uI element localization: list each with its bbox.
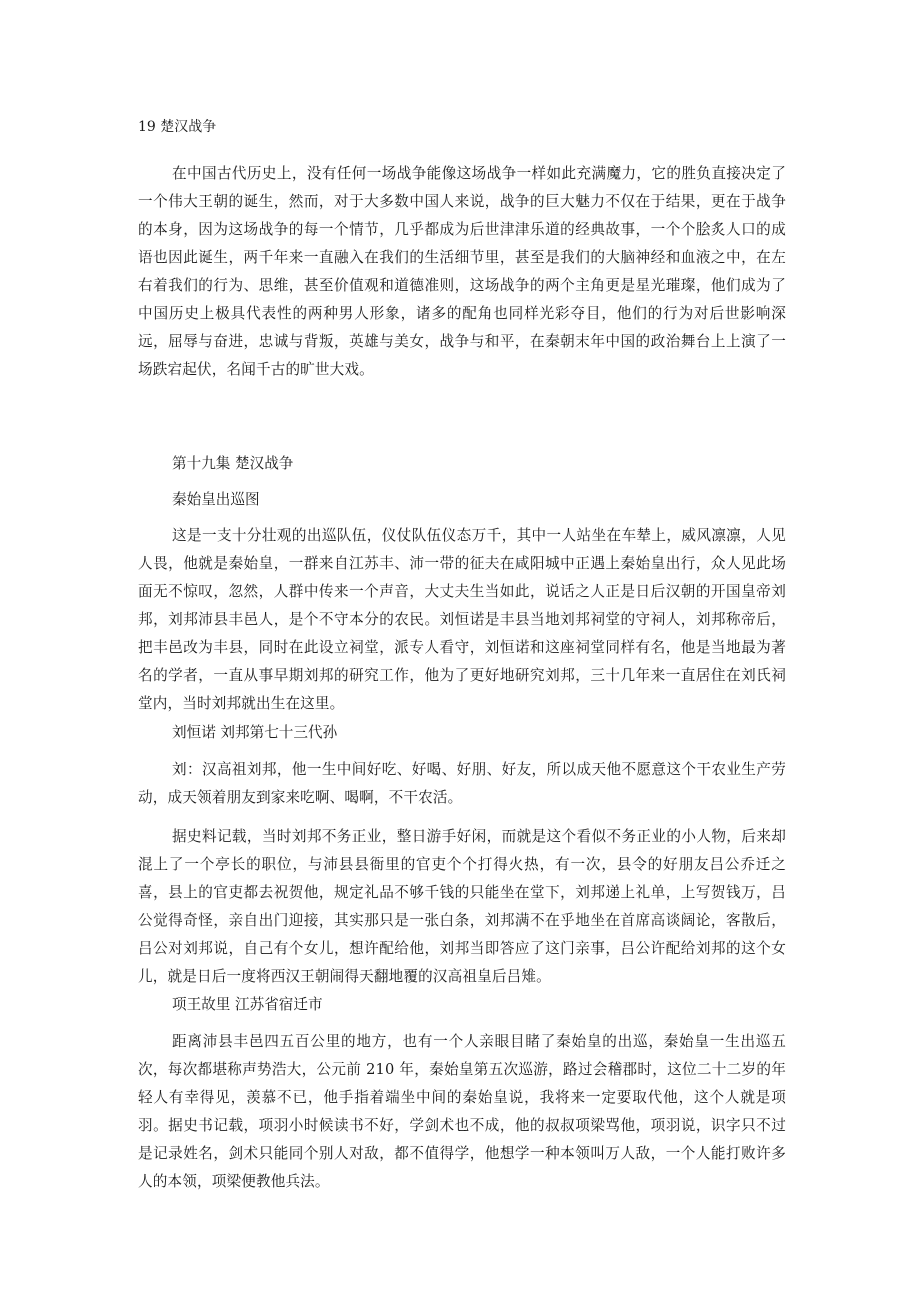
xiangyu-paragraph: 距离沛县丰邑四五百公里的地方，也有一个人亲眼目睹了秦始皇的出巡，秦始皇一生出巡五次，每次都堪称声势浩大，公元前 210 年，秦始皇第五次巡游，路过会稽郡时，这位二十二岁的年轻人有幸得见，羡慕不已，他手指着端坐中间的秦始皇说，我将来一定要取代他，这个人就是项羽。据史书记载，项羽小时候读书不好，学剑术也不成，他的叔叔项梁骂他，项羽说，识字只不过是记录姓名，剑术只能同个别人对敌，都不值得学，他想学一种本领叫万人敌，一个人能打败许多人的本领，项梁便教他兵法。 xyxy=(138,1033,786,1190)
episode-heading: 第十九集 楚汉战争 xyxy=(172,455,294,472)
interviewee-heading: 刘恒诺 刘邦第七十三代孙 xyxy=(172,724,338,741)
interview-quote-paragraph: 刘：汉高祖刘邦，他一生中间好吃、好喝、好朋、好友，所以成天他不愿意这个干农业生产劳动，成天领着朋友到家来吃啊、喝啊，不干农活。 xyxy=(138,761,786,806)
history-paragraph: 据史料记载，当时刘邦不务正业，整日游手好闲，而就是这个看似不务正业的小人物，后来却混上了一个亭长的职位，与沛县县衙里的官吏个个打得火热，有一次，县令的好朋友吕公乔迁之喜，县上的官吏都去祝贺他，规定礼品不够千钱的只能坐在堂下，刘邦递上礼单，上写贺钱万，吕公觉得奇怪，亲自出门迎接，其实那只是一张白条，刘邦满不在乎地坐在首席高谈阔论，客散后，吕公对刘邦说，自己有个女儿，想许配给他，刘邦当即答应了这门亲事，吕公许配给刘邦的这个女儿，就是日后一度将西汉王朝闹得天翻地覆的汉高祖皇后吕雉。 xyxy=(138,828,786,985)
tour-paragraph: 这是一支十分壮观的出巡队伍，仪仗队伍仪态万千，其中一人站坐在车辇上，威风凛凛，人见人畏，他就是秦始皇，一群来自江苏丰、沛一带的征夫在咸阳城中正遇上秦始皇出行，众人见此场面无不惊叹，忽然，人群中传来一个声音，大丈夫生当如此，说话之人正是日后汉朝的开国皇帝刘邦，刘邦沛县丰邑人，是个不守本分的农民。刘恒诺是丰县当地刘邦祠堂的守祠人，刘邦称帝后，把丰邑改为丰县，同时在此设立祠堂，派专人看守，刘恒诺和这座祠堂同样有名，他是当地最为著名的学者，一直从事早期刘邦的研究工作，他为了更好地研究刘邦，三十几年来一直居住在刘氏祠堂内，当时刘邦就出生在这里。 xyxy=(138,527,786,712)
document-title: 19 楚汉战争 xyxy=(138,119,217,135)
intro-paragraph: 在中国古代历史上，没有任何一场战争能像这场战争一样如此充满魔力，它的胜负直接决定了一个伟大王朝的诞生，然而，对于大多数中国人来说，战争的巨大魅力不仅在于结果，更在于战争的本身，因为这场战争的每一个情节，几乎都成为后世津津乐道的经典故事，一个个脍炙人口的成语也因此诞生，两千年来一直融入在我们的生活细节里，甚至是我们的大脑神经和血液之中，在左右着我们的行为、思维，甚至价值观和道德准则，这场战争的两个主角更是星光璀璨，他们成为了中国历史上极具代表性的两种男人形象，诸多的配角也同样光彩夺目，他们的行为对后世影响深远，屈辱与奋进，忠诚与背叛，英雄与美女，战争与和平，在秦朝末年中国的政治舞台上上演了一场跌宕起伏，名闻千古的旷世大戏。 xyxy=(138,165,786,378)
location-heading: 项王故里 江苏省宿迁市 xyxy=(172,996,323,1013)
tour-heading: 秦始皇出巡图 xyxy=(172,491,260,508)
